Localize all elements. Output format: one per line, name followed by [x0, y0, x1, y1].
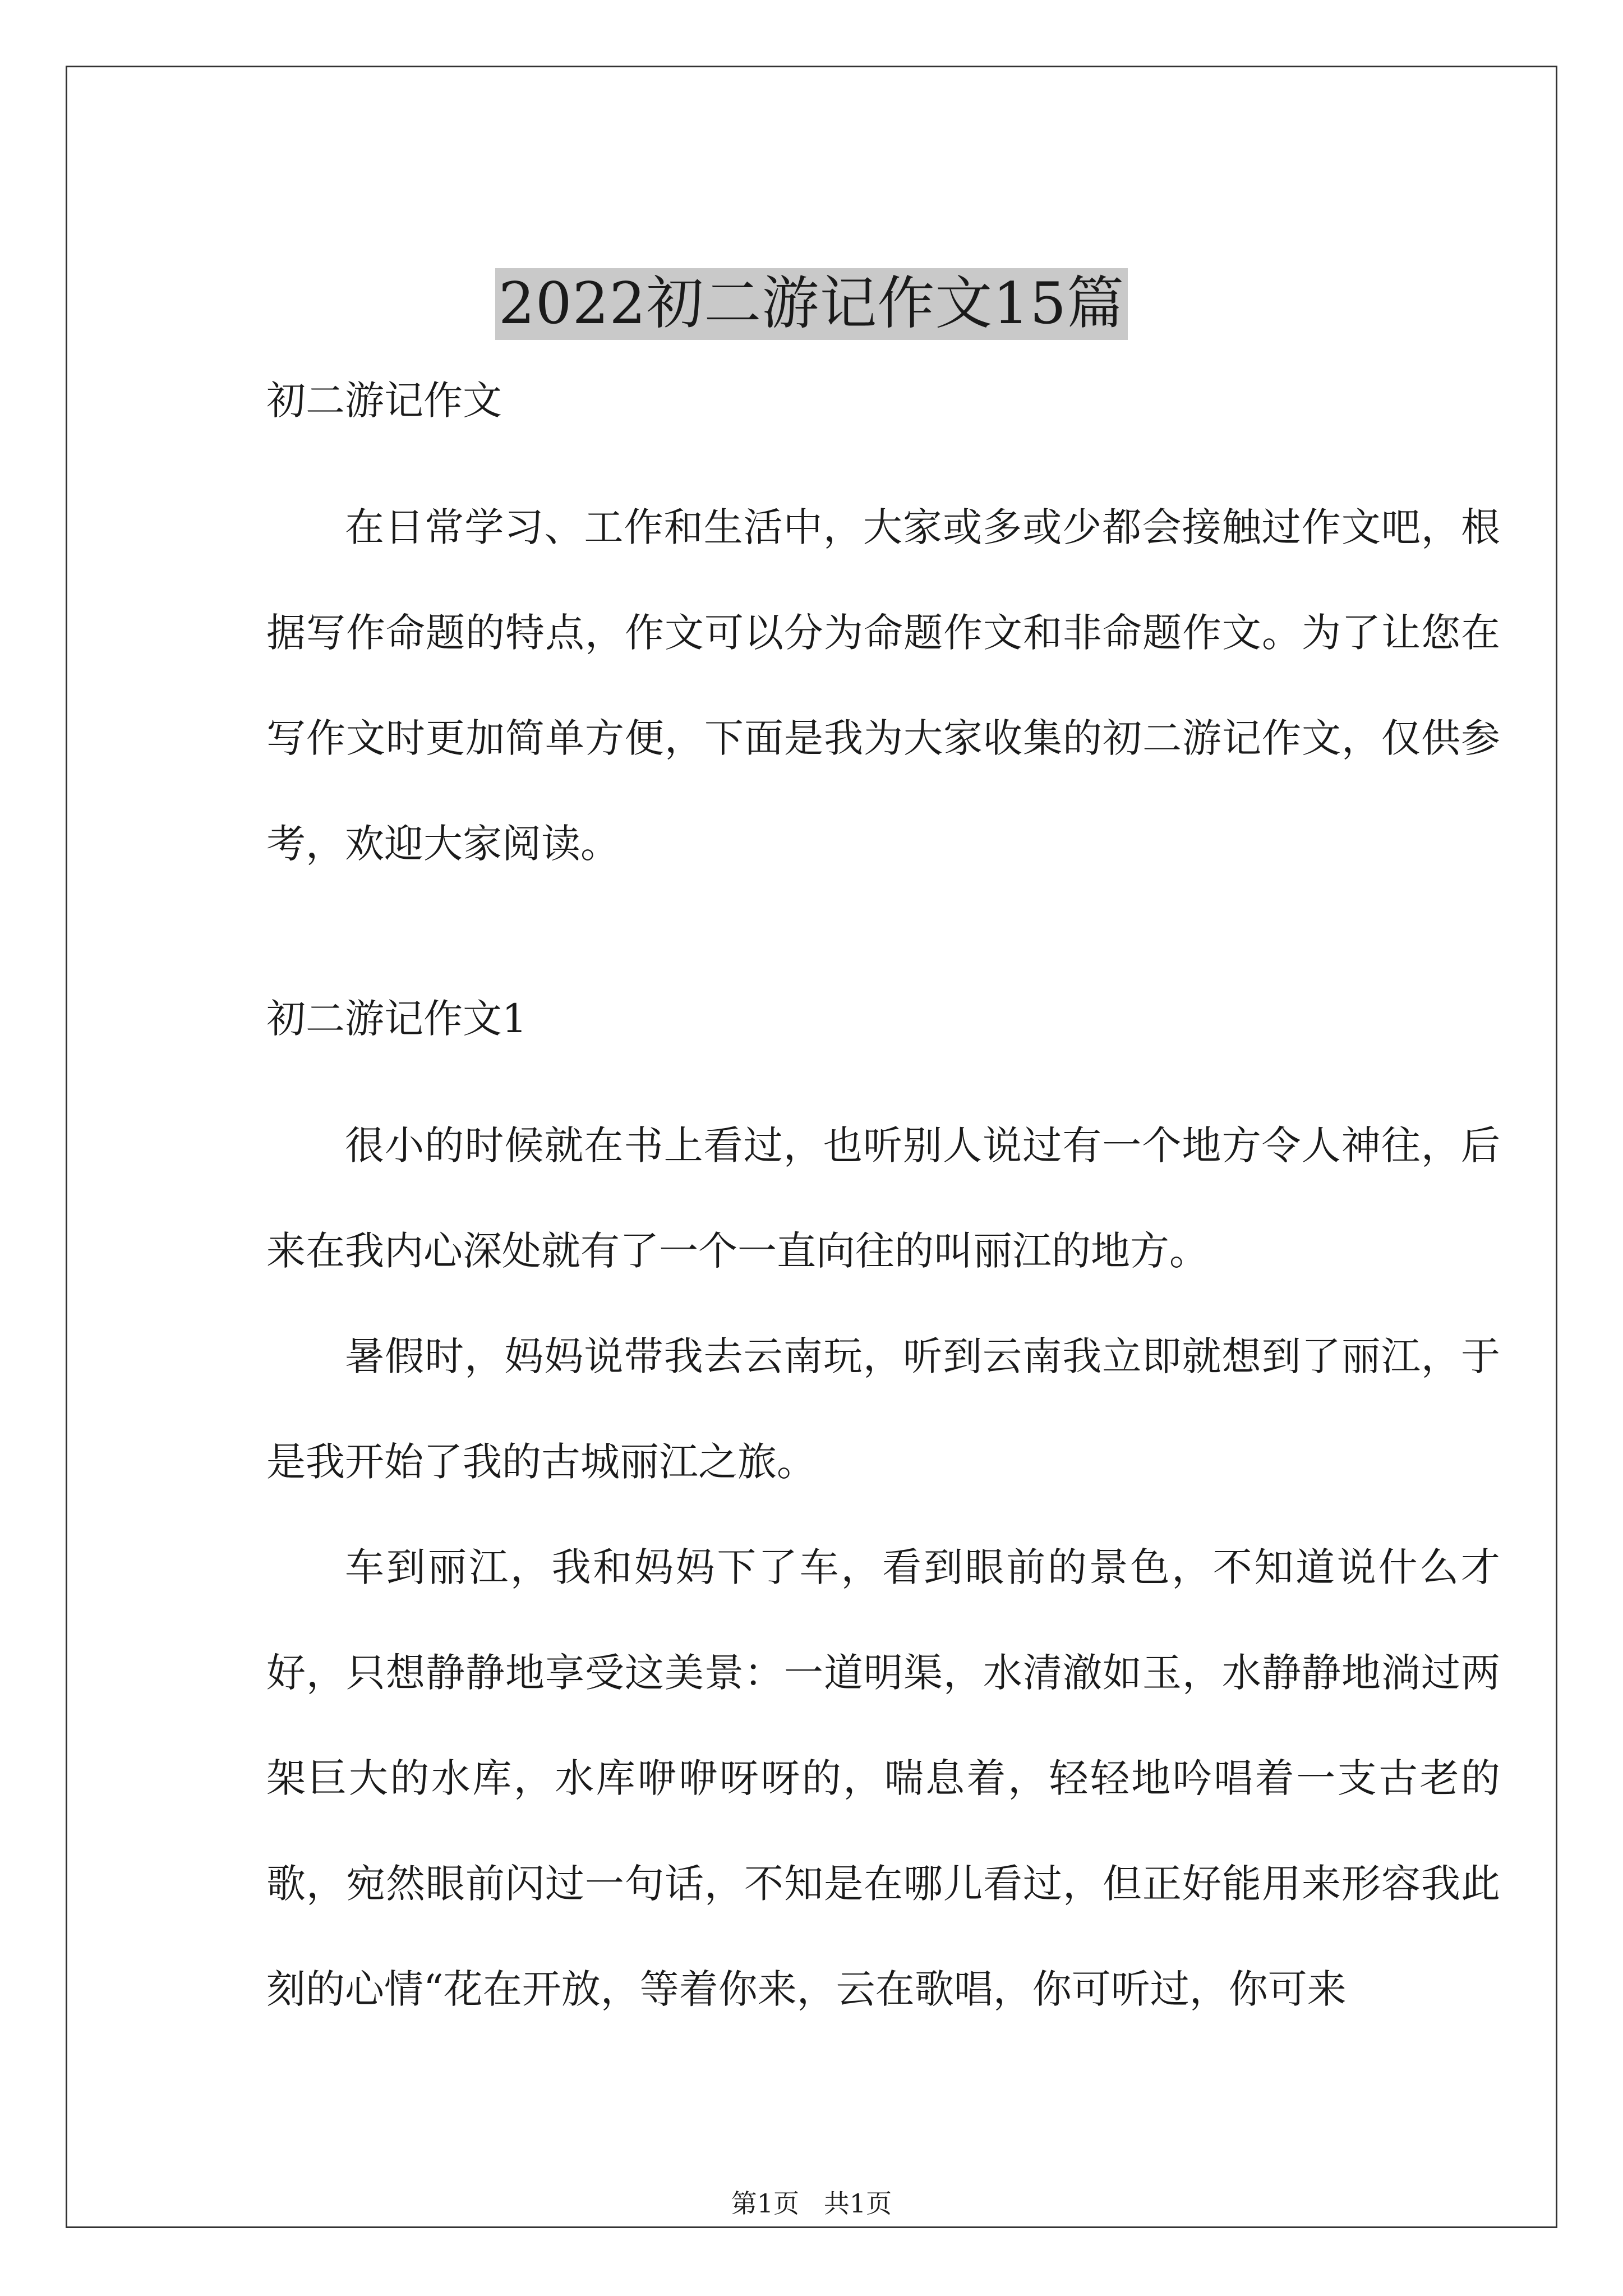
intro-paragraph: 在日常学习、工作和生活中，大家或多或少都会接触过作文吧，根据写作命题的特点，作文可以分为命题作文和非命题作文。为了让您在写作文时更加简单方便，下面是我为大家收集的初二游记作文，仅供参考，欢迎大家阅读。 — [266, 504, 1500, 867]
document-title-text: 2022初二游记作文15篇 — [495, 268, 1128, 340]
document-body — [266, 375, 1500, 2042]
document-title — [67, 268, 1556, 340]
page-footer: 第1页 共1页 — [731, 2188, 892, 2219]
page-frame — [66, 66, 1557, 2228]
section-1-paragraph-2: 暑假时，妈妈说带我去云南玩，听到云南我立即就想到了丽江，于是我开始了我的古城丽江之旅。 — [266, 1333, 1500, 1485]
intro-heading: 初二游记作文 — [266, 378, 502, 424]
section-1-paragraph-3: 车到丽江，我和妈妈下了车，看到眼前的景色，不知道说什么才好，只想静静地享受这美景：一道明渠，水清澈如玉，水静静地淌过两架巨大的水库，水库咿咿呀呀的，喘息着，轻轻地吟唱着一支古老的歌，宛然眼前闪过一句话，不知是在哪儿看过，但正好能用来形容我此刻的心情“花在开放，等着你来，云在歌唱，你可听过，你可来 — [266, 1544, 1500, 2012]
section-1-paragraph-1: 很小的时候就在书上看过，也听别人说过有一个地方令人神往，后来在我内心深处就有了一个一直向往的叫丽江的地方。 — [266, 1122, 1500, 1274]
section-1-heading: 初二游记作文1 — [266, 996, 527, 1042]
